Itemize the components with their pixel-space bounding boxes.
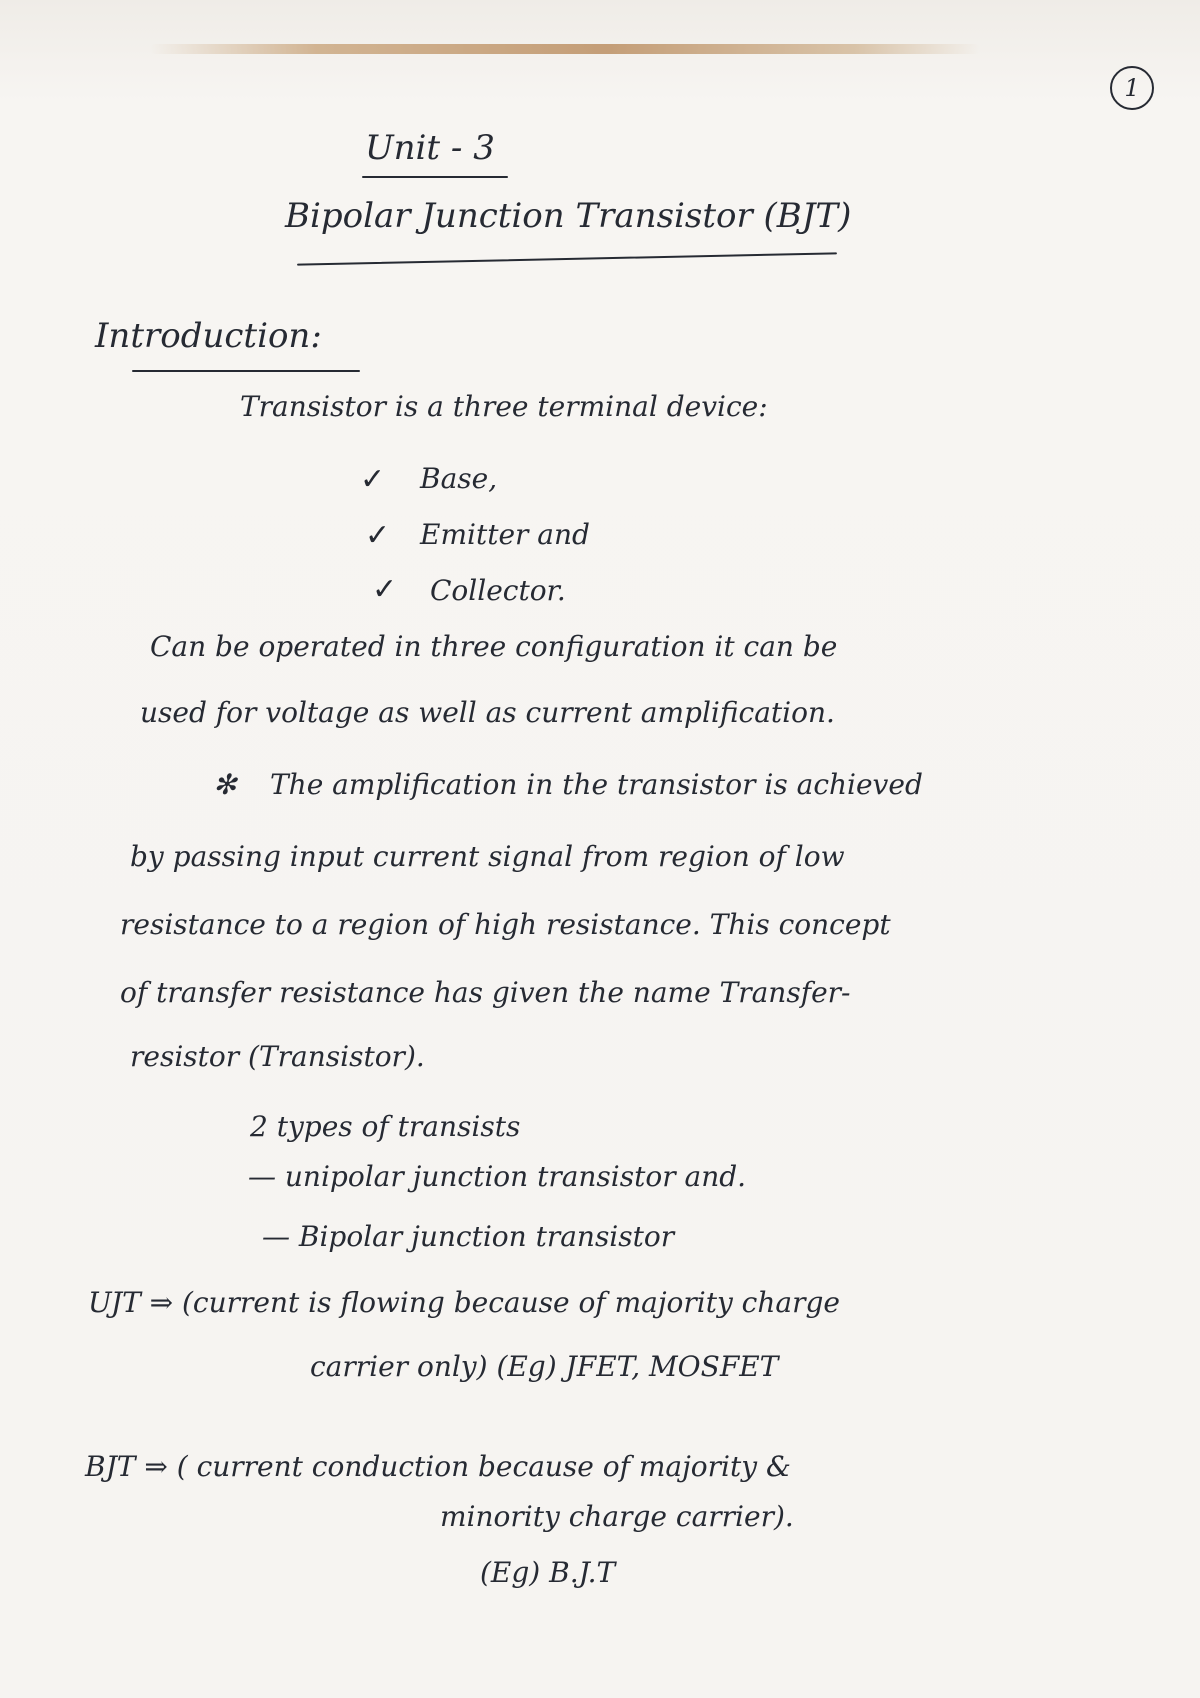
para-2-line: resistance to a region of high resistance. This concept: [120, 908, 891, 941]
unit-underline: [362, 176, 508, 178]
unit-label: Unit - 3: [365, 128, 495, 168]
bjt-line: BJT ⇒ ( current conduction because of majority &: [85, 1450, 791, 1483]
para-2-line: of transfer resistance has given the name Transfer-: [120, 976, 851, 1009]
page-top-edge: [150, 44, 980, 54]
heading-underline: [132, 370, 360, 372]
page-title: Bipolar Junction Transistor (BJT): [285, 196, 852, 236]
title-underline: [297, 252, 837, 265]
para-1-line: Can be operated in three configuration it can be: [150, 630, 838, 663]
page-number: 1: [1110, 66, 1154, 110]
check-icon: ✓: [365, 518, 391, 553]
ujt-line: UJT ⇒ (current is flowing because of majority charge: [88, 1286, 840, 1319]
star-bullet-icon: ✻: [213, 768, 237, 801]
bullet-transistor: Transistor is a three terminal device:: [240, 390, 768, 423]
para-2-line: by passing input current signal from region of low: [130, 840, 845, 873]
terminal-item: Collector.: [430, 574, 566, 607]
types-item: — unipolar junction transistor and.: [248, 1160, 747, 1193]
check-icon: ✓: [372, 572, 398, 607]
ujt-line: carrier only) (Eg) JFET, MOSFET: [310, 1350, 779, 1383]
para-2-line: resistor (Transistor).: [130, 1040, 425, 1073]
check-icon: ✓: [360, 462, 386, 497]
para-1-line: used for voltage as well as current amplification.: [140, 696, 835, 729]
bjt-line: minority charge carrier).: [440, 1500, 794, 1533]
terminal-item: Base,: [420, 462, 498, 495]
section-heading: Introduction:: [95, 316, 322, 356]
types-item: — Bipolar junction transistor: [262, 1220, 675, 1253]
bjt-line: (Eg) B.J.T: [480, 1556, 616, 1589]
types-heading: 2 types of transists: [250, 1110, 521, 1143]
para-2-line: The amplification in the transistor is achieved: [270, 768, 923, 801]
terminal-item: Emitter and: [420, 518, 590, 551]
